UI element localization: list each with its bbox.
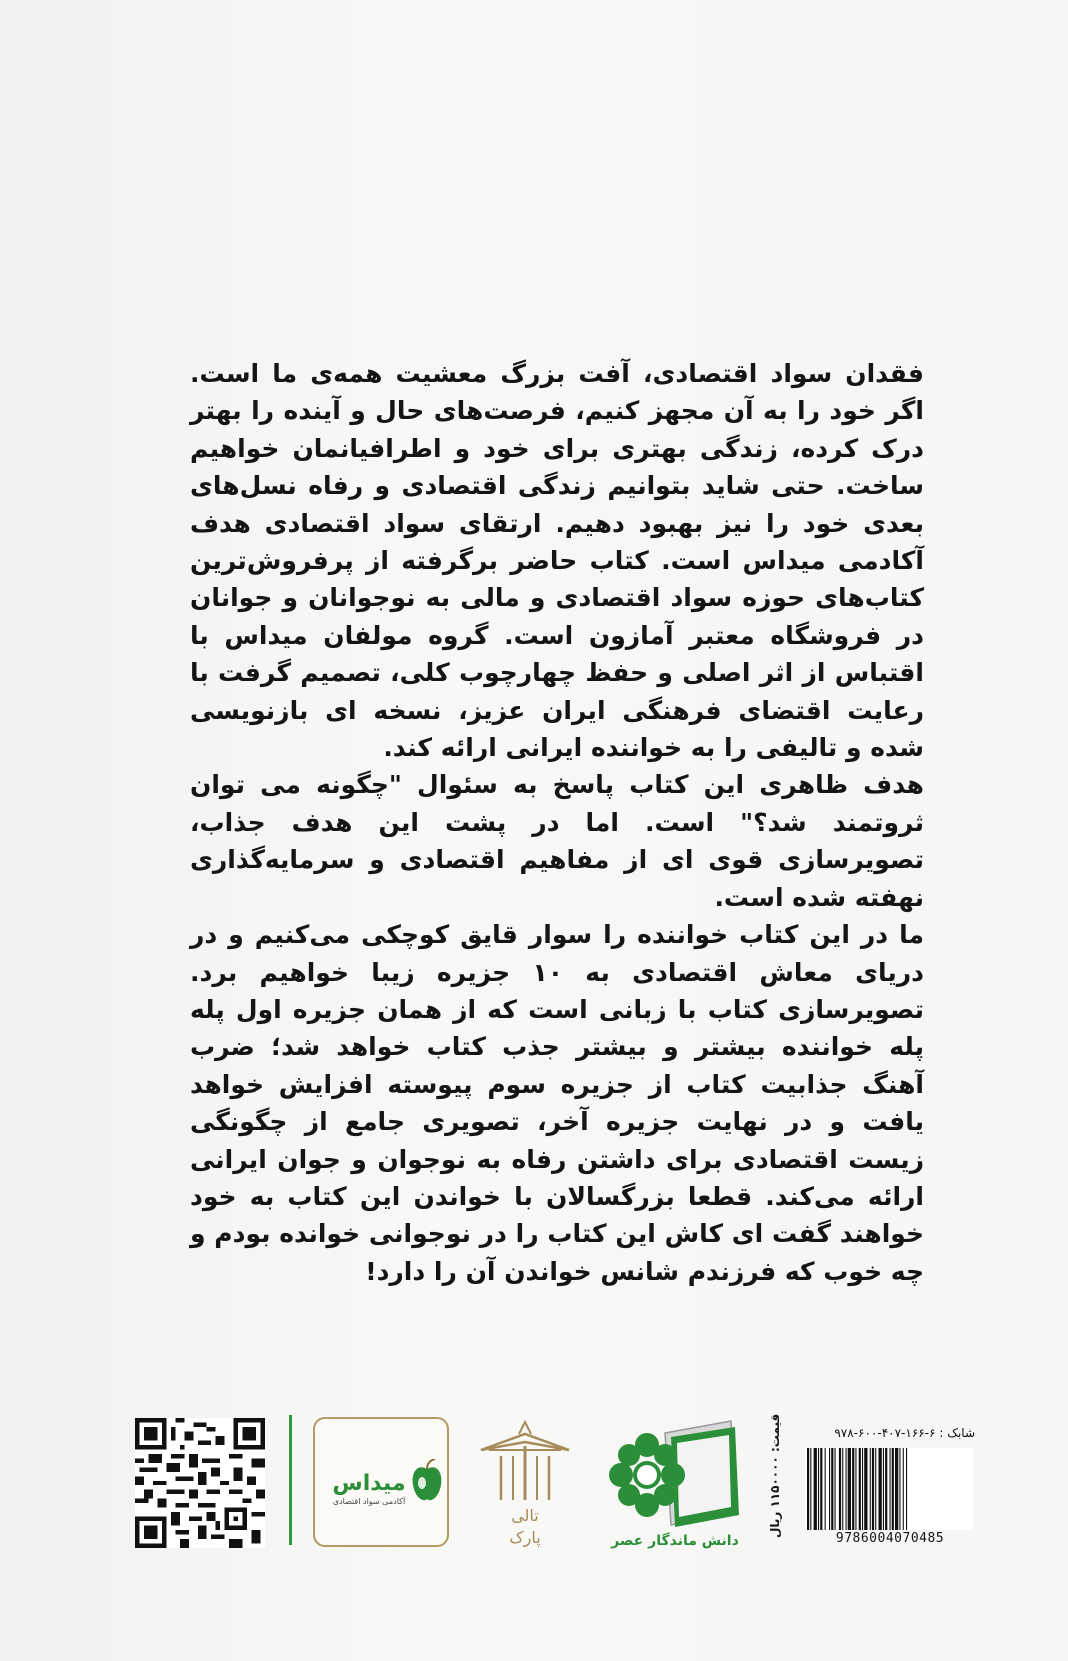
talli-line-2: پارک [509, 1528, 541, 1547]
blurb-text [190, 355, 924, 1290]
price-label: قیمت: ۱۱۵۰۰۰۰ ریال [768, 1413, 782, 1538]
green-divider [289, 1415, 292, 1545]
barcode [805, 1448, 973, 1530]
midas-logo [313, 1417, 449, 1547]
blurb-paragraph-2: هدف ظاهری این کتاب پاسخ به سئوال "چگونه می توان ثروتمند شد؟" است. اما در پشت این هدف جذاب، تصویرسازی قوی ای از مفاهیم اقتصادی و سرمایه‌گذاری نهفته شده است. [190, 770, 924, 912]
midas-name: میداس [332, 1471, 406, 1496]
talli-line-1: تالی [511, 1506, 539, 1525]
barcode-digits: 9786004070485 [835, 1531, 945, 1546]
qr-code [135, 1418, 265, 1548]
midas-apple-icon [411, 1459, 443, 1507]
midas-subtitle: آکادمی سواد اقتصادی [332, 1497, 406, 1506]
blurb-paragraph-1: فقدان سواد اقتصادی، آفت بزرگ معشیت همه‌ی ما است. اگر خود را به آن مجهز کنیم، فرصت‌های حال و آینده را بهتر درک کرده، زندگی بهتری برای خود و اطرافیانمان خواهیم ساخت. حتی شاید بتوانیم زندگی اقتصادی و رفاه نسل‌های بعدی خود را نیز بهبود دهیم. ارتقای سواد اقتصادی هدف آکادمی میداس است. کتاب حاضر برگرفته از پرفروش‌ترین کتاب‌های حوزه سواد اقتصادی و مالی به نوجوانان و جوانان در فروشگاه معتبر آمازون است. گروه مولفان میداس با اقتباس از اثر اصلی و حفظ چهارچوب کلی، تصمیم گرفت با رعایت اقتضای فرهنگی ایران عزیز، نسخه ای بازنویسی شده و تالیفی را به خواننده ایرانی ارائه کند. [190, 359, 924, 763]
publisher-book-flower-icon [605, 1415, 745, 1533]
talli-park-logo [465, 1420, 585, 1550]
isbn-label: شابک : ۶-۱۶۶-۴۰۷-۶۰۰-۹۷۸ [834, 1426, 975, 1440]
publisher-name: دانش ماندگار عصر [611, 1533, 739, 1549]
talli-book-icon [475, 1420, 575, 1504]
blurb-paragraph-3: ما در این کتاب خواننده را سوار قایق کوچکی می‌کنیم و در دریای معاش اقتصادی به ۱۰ جزیره زیبا خواهیم برد. تصویرسازی کتاب با زبانی است که از همان جزیره اول پله پله خواننده بیشتر و بیشتر جذب کتاب خواهد شد؛ ضرب آهنگ جذابیت کتاب از جزیره سوم پیوسته افزایش خواهد یافت و در نهایت جزیره آخر، تصویری جامع از چگونگی زیست اقتصادی برای داشتن رفاه به نوجوان و جوان ایرانی ارائه می‌کند. قطعا بزرگسالان با خواندن این کتاب به خود خواهند گفت ای کاش این کتاب را در نوجوانی خوانده بودم و چه خوب که فرزندم شانس خواندن آن را دارد! [190, 920, 924, 1286]
publisher-logo [605, 1415, 745, 1555]
